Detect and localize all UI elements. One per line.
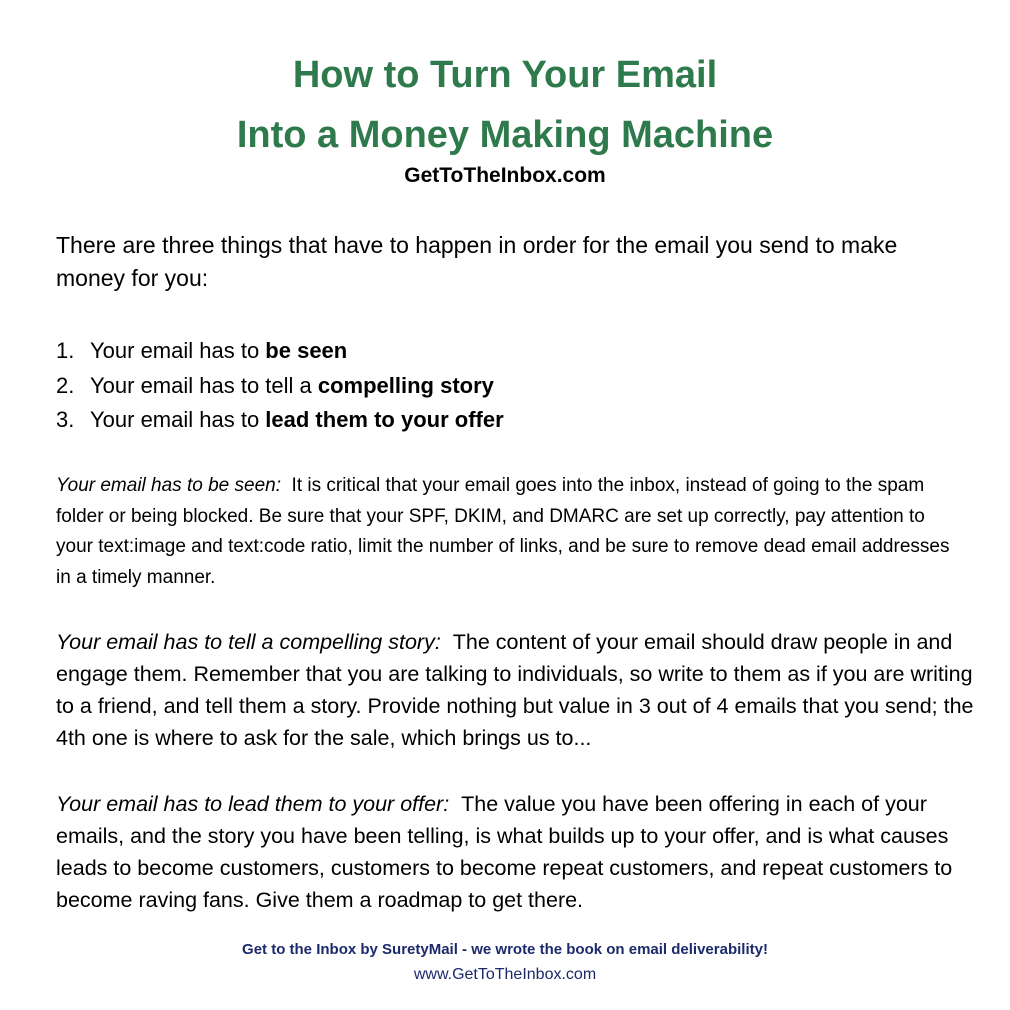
list-item-emphasis: compelling story — [317, 372, 494, 398]
section-compelling-story — [56, 626, 974, 754]
section-body: The content of your email should draw people in and engage them. Remember that you are talking to individuals, so write to them as if you are writing to a friend, and tell them a story. Provide nothing but value in 3 out of 4 emails that you send; the 4th one is where to ask for the sale, which brings us to... — [56, 630, 974, 750]
section-lead-in: Your email has to be seen: — [56, 475, 281, 496]
footer-tagline: Get to the Inbox by SuretyMail - we wrote the book on email deliverability! — [242, 941, 768, 958]
list-item-text: Your email has to tell a — [90, 372, 318, 398]
section-body: It is critical that your email goes into the inbox, instead of going to the spam folder or being blocked. Be sure that your SPF, DKIM, and DMARC are set up correctly, pay attention to your text:image and text:code ratio, limit the number of links, and be sure to remove dead email addresses in a timely manner. — [56, 475, 950, 588]
footer-url: www.GetToTheInbox.com — [413, 966, 597, 983]
list-item-number: 3. — [56, 407, 75, 432]
list-item — [56, 334, 956, 369]
page-title-line-2: Into a Money Making Machine — [236, 114, 774, 156]
section-lead-in: Your email has to tell a compelling story: — [56, 630, 441, 654]
intro-paragraph: There are three things that have to happen in order for the email you send to make money for you: — [56, 232, 898, 291]
steps-list — [56, 334, 956, 438]
site-name: GetToTheInbox.com — [404, 164, 606, 187]
page-title-line-1: How to Turn Your Email — [292, 54, 718, 96]
list-item-text: Your email has to — [90, 407, 266, 432]
list-item-emphasis: be seen — [265, 338, 348, 363]
section-lead-in: Your email has to lead them to your offer: — [56, 792, 450, 816]
list-item-text: Your email has to — [90, 338, 266, 363]
list-item-number: 2. — [56, 372, 75, 398]
section-lead-to-offer — [56, 788, 956, 916]
section-be-seen — [56, 471, 956, 593]
section-body: The value you have been offering in each of your emails, and the story you have been telling, is what builds up to your offer, and is what causes leads to become customers, customers to become repeat customers, and repeat customers to become raving fans. Give them a roadmap to get there. — [56, 792, 953, 912]
list-item-number: 1. — [56, 338, 75, 363]
list-item — [56, 403, 956, 438]
list-item-emphasis: lead them to your offer — [265, 407, 504, 432]
list-item — [56, 369, 956, 404]
